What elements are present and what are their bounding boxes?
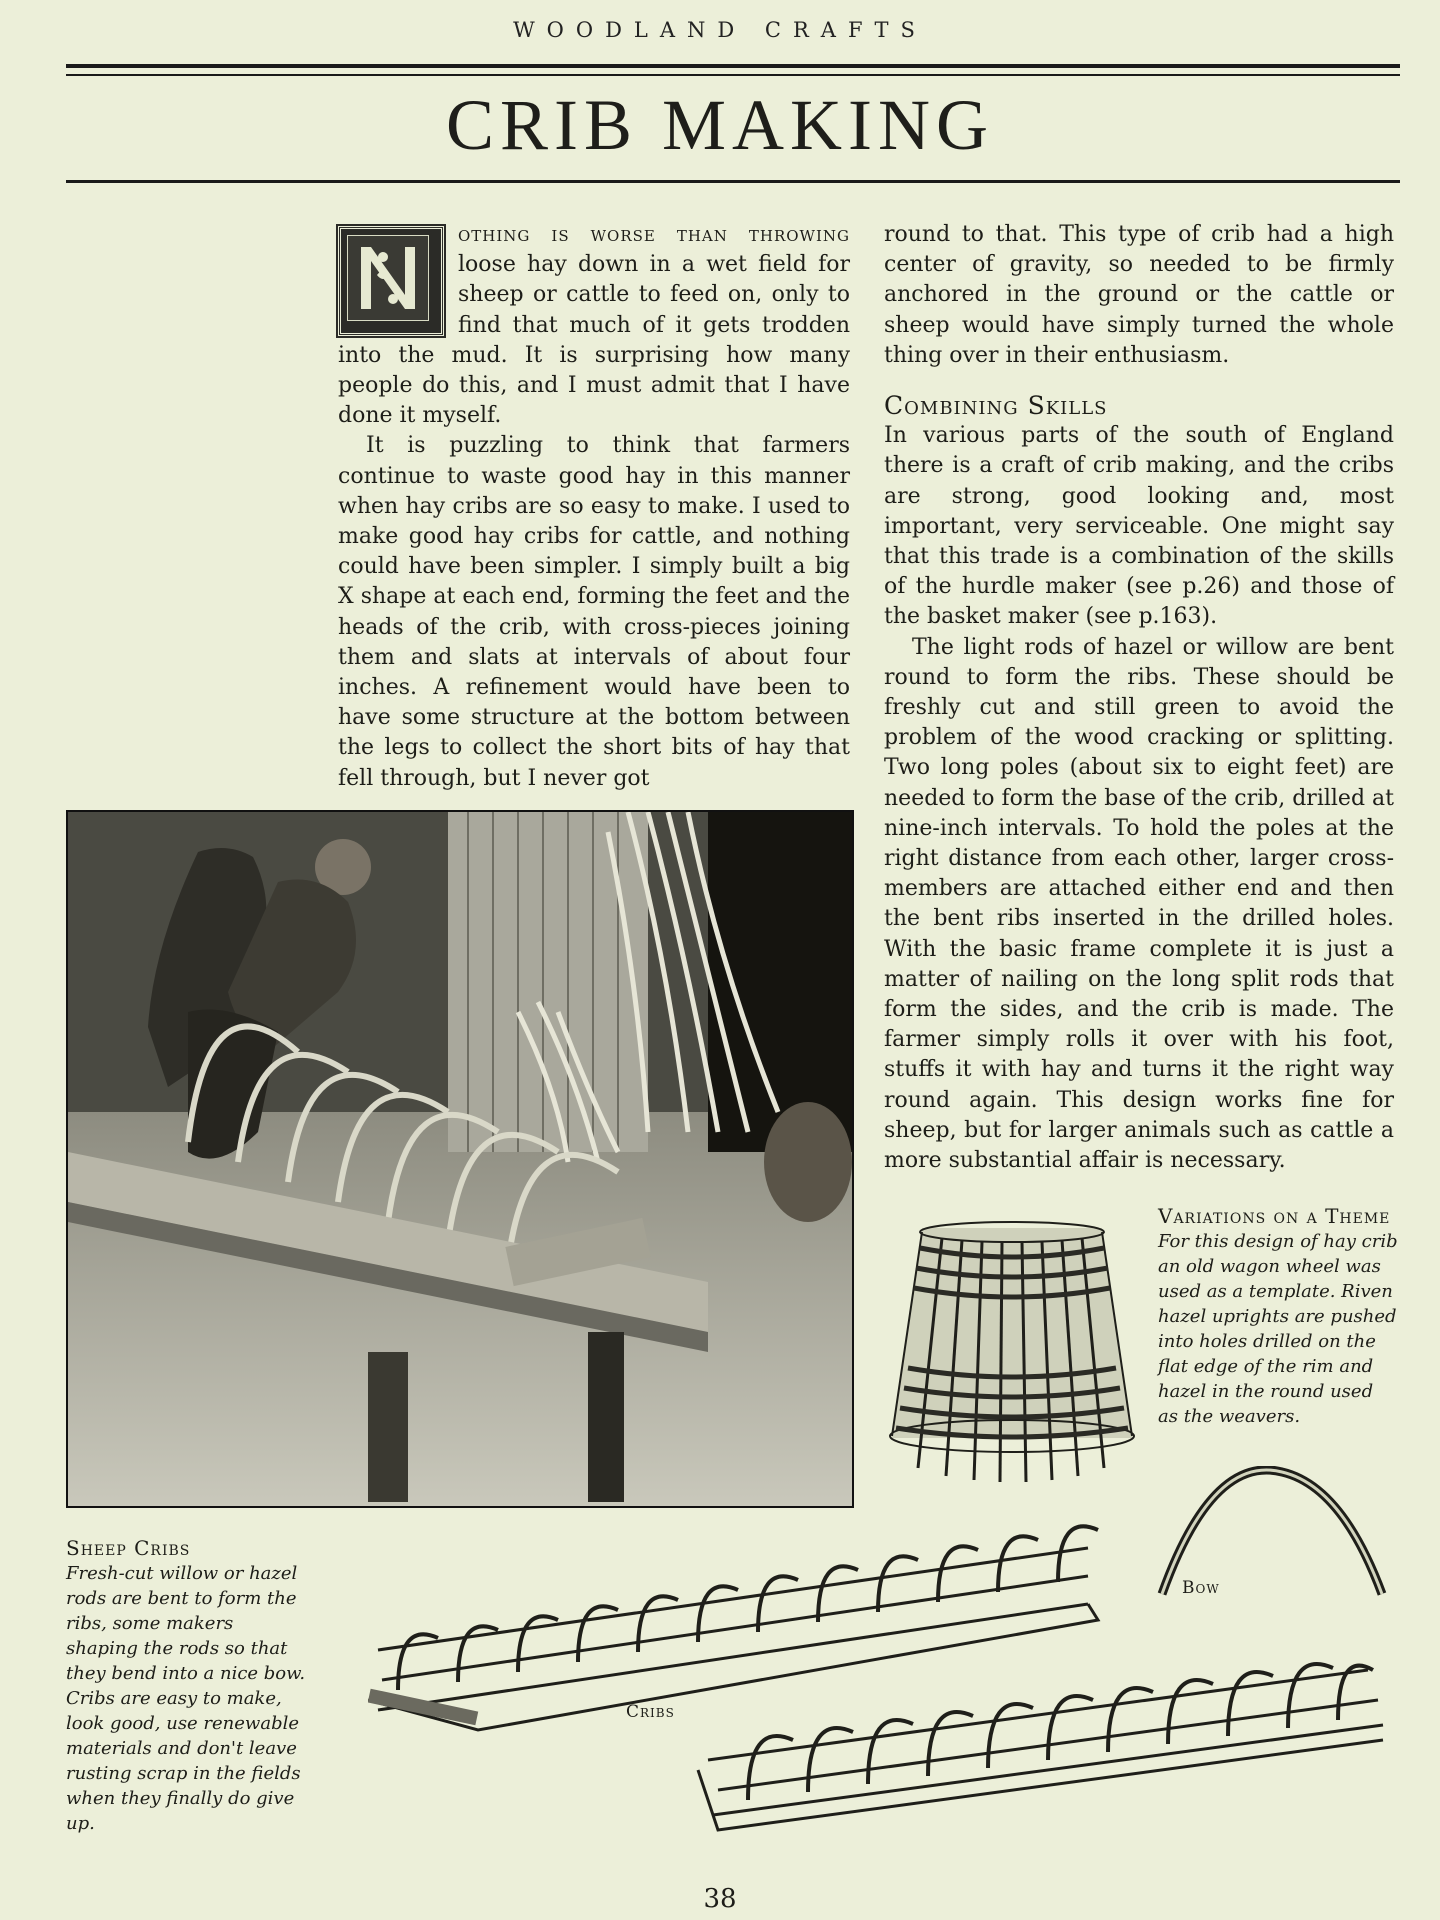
header-rule-thick [66, 64, 1400, 68]
variations-caption-text: For this design of hay crib an old wagon wheel was used as a template. Riven hazel uprights are pushed into holes drilled on the flat edge of the rim and hazel in the round used as the weavers. [1158, 1231, 1398, 1427]
page-title: CRIB MAKING [445, 85, 995, 165]
right-paragraph-3: The light rods of hazel or willow are bent round to form the ribs. These should be freshly cut and still green to avoid the problem of the wood cracking or splitting. Two long poles (about six to eight feet) are needed to form the base of the crib, drilled at nine-inch intervals. To hold the poles at the right distance from each other, larger cross-members are attached either end and then the bent ribs inserted in the drilled holes. With the basic frame complete it is just a matter of nailing on the long split rods that form the sides, and the crib is made. The farmer simply rolls it over with his foot, stuffs it with hay and turns it the right way round again. This design works fine for sheep, but for larger animals such as cattle a more substantial affair is necessary. [884, 634, 1394, 1174]
paragraph-2: It is puzzling to think that farmers continue to waste good hay in this manner when hay cribs are so easy to make. I used to make good hay cribs for cattle, and nothing could have been simpler. I simply built a big X shape at each end, forming the feet and the heads of the crib, with cross-pieces joining them and slats at intervals of about four inches. A refinement would have been to have some structure at the bottom between the legs to collect the short bits of hay that fell through, but I never got [338, 433, 850, 791]
left-column [338, 220, 850, 794]
paragraph-1-body: loose hay down in a wet field for sheep or cattle to feed on, only to find that much of it gets trodden into the mud. It is surprising how many people do this, and I must admit that I have done it myself. [338, 252, 850, 429]
page-number: 38 [703, 1884, 737, 1914]
crib-maker-photograph [66, 810, 854, 1508]
running-head: WOODLAND CRAFTS [513, 18, 927, 42]
right-column [884, 220, 1394, 1176]
title-rule [66, 180, 1400, 183]
variations-caption-heading: Variations on a Theme [1158, 1204, 1391, 1228]
section-heading-combining-skills: Combining Skills [884, 391, 1108, 421]
bow-label: Bow [1182, 1578, 1220, 1598]
sheep-cribs-caption-text: Fresh-cut willow or hazel rods are bent to form the ribs, some makers shaping the rods so that they bend into a nice bow. Cribs are easy to make, look good, use renewable materials and don't leave rusting scrap in the fields when they finally do give up. [66, 1563, 306, 1834]
cribs-illustration [368, 1500, 1388, 1840]
header-rule-thin [66, 74, 1400, 76]
variations-caption [1158, 1204, 1398, 1429]
opening-paragraph [338, 220, 850, 431]
dropcap-n-ornament [338, 226, 444, 336]
sheep-cribs-caption-heading: Sheep Cribs [66, 1536, 191, 1560]
sheep-cribs-caption [66, 1536, 306, 1836]
right-paragraph-2: In various parts of the south of England there is a craft of crib making, and the cribs are strong, good looking and, most important, very serviceable. One might say that this trade is a combination of the skills of the hurdle maker (see p.26) and those of the basket maker (see p.163). [884, 423, 1394, 630]
wagon-wheel-crib-illustration [882, 1218, 1142, 1488]
right-paragraph-1: round to that. This type of crib had a high center of gravity, so needed to be firmly anchored in the ground or the cattle or sheep would have simply turned the whole thing over in their enthusiasm. [884, 222, 1394, 368]
opening-smallcaps: othing is worse than throwing [458, 222, 850, 247]
cribs-label: Cribs [626, 1702, 675, 1722]
